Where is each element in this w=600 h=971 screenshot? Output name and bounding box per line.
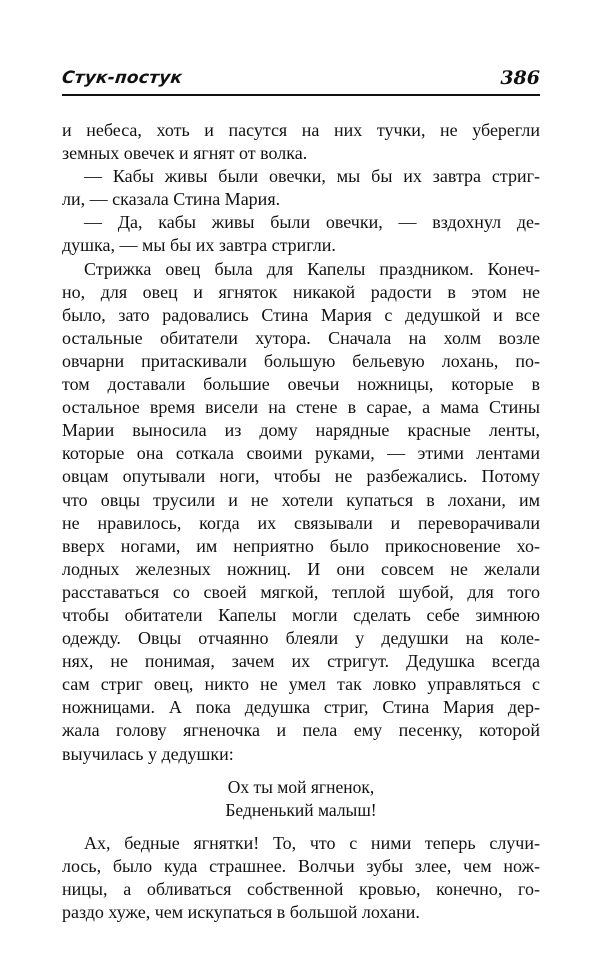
text-line: лось, было куда страшнее. Волчьи зубы злее, чем нож- (62, 855, 540, 876)
text-line: вверх ногами, им неприятно было прикосновение хо- (62, 535, 540, 556)
body-text (62, 119, 540, 924)
text-line: жала голову ягненочка и пела ему песенку, которой (62, 720, 540, 741)
text-line: овцам опутывали ноги, чтобы не разбежались. Потому (62, 466, 540, 487)
text-line: Марии выносила из дому нарядные красные ленты, (62, 420, 540, 441)
text-line: овчарни притаскивали большую бельевую лохань, по- (62, 350, 540, 371)
text-line: остальные обитатели хутора. Сначала на холм возле (62, 327, 540, 348)
text-line: лодных железных ножниц. И они совсем не желали (62, 558, 540, 579)
text-line: Ах, бедные ягнятки! То, что с ними теперь случи- (84, 832, 540, 853)
page-number: 386 (500, 67, 540, 89)
text-line: том доставали большие овечьи ножницы, которые в (62, 374, 540, 395)
running-head (62, 68, 540, 98)
text-line: душка, — мы бы их завтра стригли. (62, 235, 336, 256)
text-line: но, для овец и ягняток никакой радости в этом не (62, 281, 540, 302)
text-line: — Да, кабы живы были овечки, — вздохнул де- (84, 212, 540, 233)
text-line: расставаться со своей мягкой, теплой шубой, для того (62, 581, 540, 602)
running-title: Стук-постук (60, 68, 184, 88)
text-line: чтобы обитатели Капелы могли сделать себе зимнюю (62, 604, 540, 625)
text-line: не нравилось, когда их связывали и переворачивали (62, 512, 540, 533)
verse-spacer (62, 822, 540, 832)
text-line: — Кабы живы были овечки, мы бы их завтра стриг- (84, 166, 540, 187)
song-verse (62, 776, 540, 822)
text-line: что овцы трусили и не хотели купаться в лохани, им (62, 489, 540, 510)
text-line: земных овечек и ягнят от волка. (62, 143, 308, 164)
text-line: одежду. Овцы отчаянно блеяли у дедушки на коле- (62, 628, 540, 649)
verse-line: Ох ты мой ягненок, (227, 776, 375, 797)
text-line: сам стриг овец, никто не умел так ловко управляться с (62, 674, 540, 695)
text-line: было, зато радовались Стина Мария с дедушкой и все (62, 304, 540, 325)
text-line: ли, — сказала Стина Мария. (62, 189, 281, 210)
text-line: ницы, а обливаться собственной кровью, конечно, го- (62, 879, 540, 899)
text-line: которые она соткала своими руками, — этими лентами (62, 443, 540, 464)
header-rule (62, 94, 540, 96)
verse-line: Бедненький малыш! (225, 799, 377, 820)
text-line: нях, не понимая, зачем их стригут. Дедушка всегда (62, 651, 540, 672)
text-line: выучилась у дедушки: (62, 743, 234, 764)
text-line: остальное время висели на стене в сарае, а мама Стины (62, 397, 540, 418)
text-line: ножницами. А пока дедушка стриг, Стина Мария дер- (62, 697, 540, 718)
text-line: и небеса, хоть и пасутся на них тучки, не уберегли (62, 120, 540, 140)
text-line: Стрижка овец была для Капелы праздником. Конеч- (84, 258, 540, 279)
verse-spacer (62, 766, 540, 776)
text-line: раздо хуже, чем искупаться в большой лохани. (62, 902, 420, 923)
